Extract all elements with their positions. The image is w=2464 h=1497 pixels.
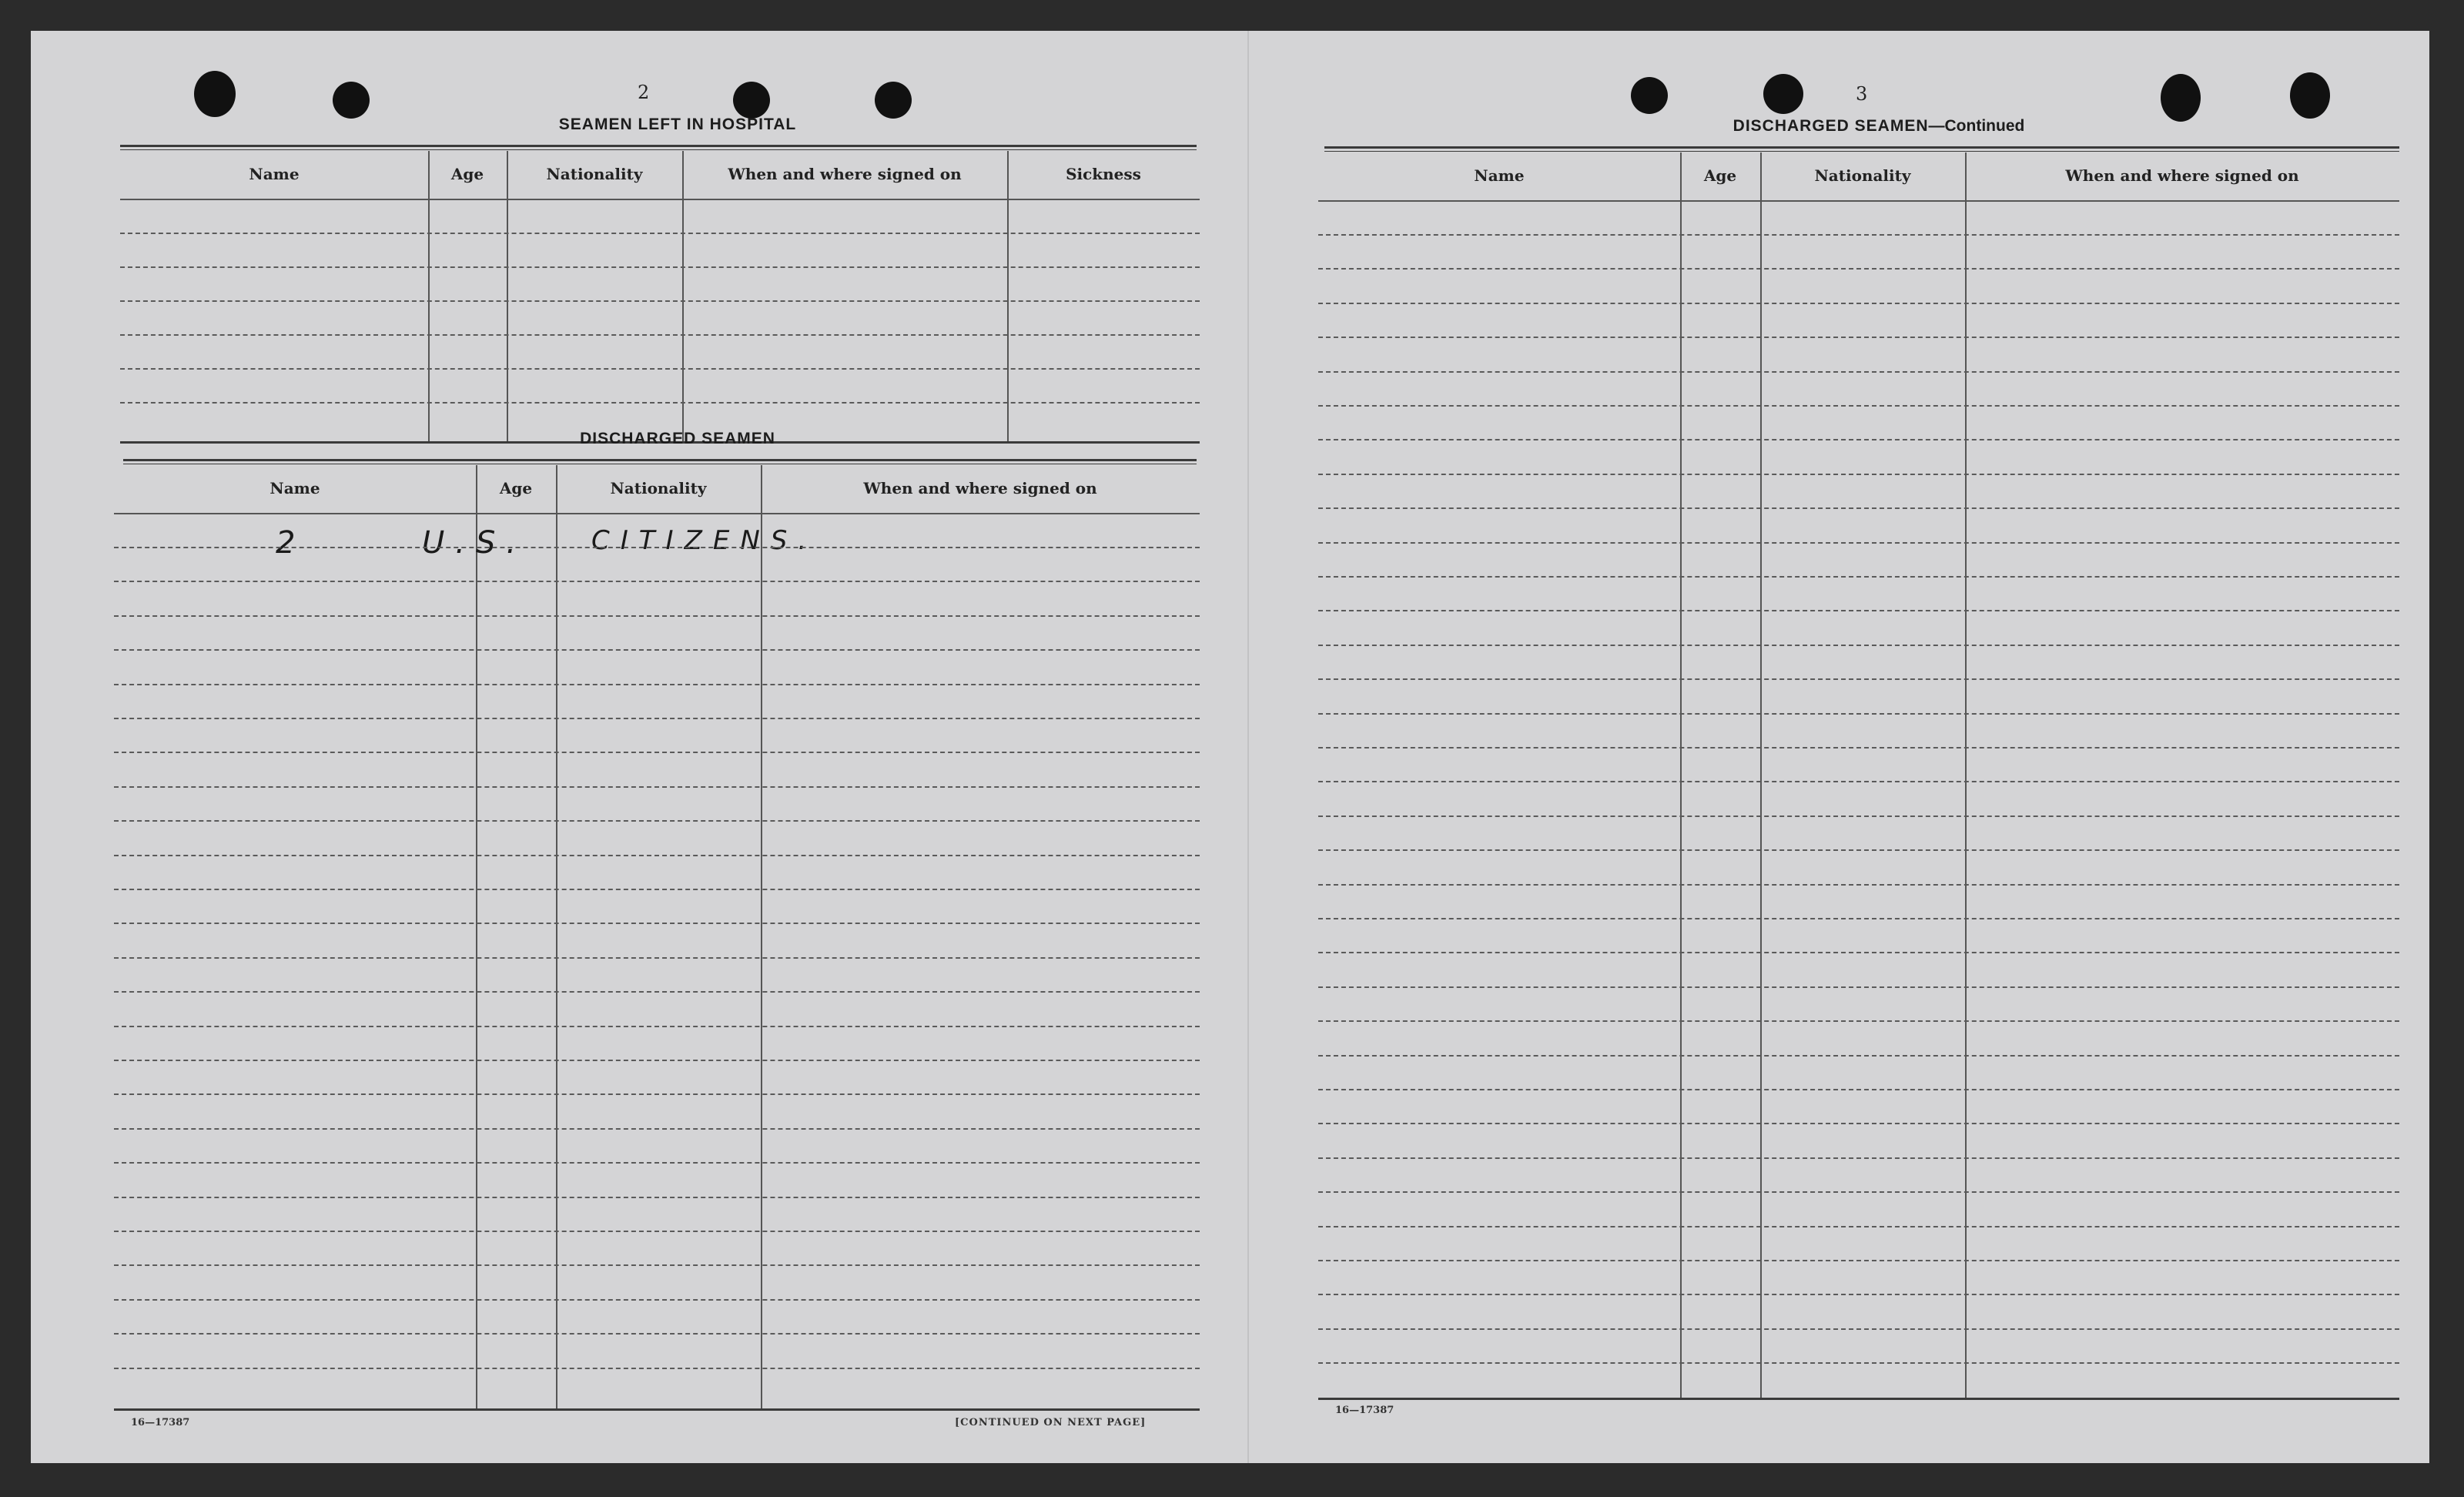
right-header-line bbox=[1318, 200, 2399, 202]
hospital-row-line bbox=[120, 233, 1200, 234]
table-row-line bbox=[114, 786, 1200, 788]
table-row-line bbox=[1318, 1191, 2399, 1193]
table-row-line bbox=[114, 1333, 1200, 1335]
table-row-line bbox=[114, 1162, 1200, 1164]
table-row-line bbox=[1318, 986, 2399, 988]
discharged-divider bbox=[556, 465, 557, 1411]
entry-name: 2 bbox=[276, 525, 306, 561]
entry-nationality: CITIZENS. bbox=[591, 525, 818, 556]
table-row-line bbox=[1318, 1157, 2399, 1159]
page-number-left: 2 bbox=[638, 82, 651, 103]
right-col-signed-on: When and where signed on bbox=[2065, 166, 2299, 185]
hospital-row-line bbox=[120, 368, 1200, 370]
table-row-line bbox=[1318, 507, 2399, 509]
hospital-header-line bbox=[120, 199, 1200, 200]
table-row-line bbox=[114, 1299, 1200, 1301]
table-row-line bbox=[114, 957, 1200, 959]
table-row-line bbox=[1318, 815, 2399, 817]
table-row-line bbox=[114, 1128, 1200, 1130]
punch-hole bbox=[1763, 74, 1803, 114]
right-title-main: DISCHARGED SEAMEN bbox=[1732, 117, 1929, 135]
discharged-right-bottom-line bbox=[1318, 1398, 2399, 1400]
table-row-line bbox=[114, 1368, 1200, 1369]
right-divider bbox=[1680, 152, 1682, 1400]
table-row-line bbox=[1318, 1089, 2399, 1090]
table-row-line bbox=[1318, 474, 2399, 475]
table-row-line bbox=[114, 1197, 1200, 1198]
table-row-line bbox=[114, 752, 1200, 753]
table-row-line bbox=[114, 615, 1200, 617]
table-row-line bbox=[1318, 849, 2399, 851]
table-row-line bbox=[1318, 405, 2399, 407]
right-title-rule bbox=[1324, 146, 2399, 152]
discharged-divider bbox=[761, 465, 762, 1411]
table-row-line bbox=[114, 923, 1200, 924]
right-title-suffix: —Continued bbox=[1928, 117, 2025, 135]
punch-hole bbox=[333, 82, 370, 119]
table-row-line bbox=[114, 991, 1200, 993]
right-col-age: Age bbox=[1703, 166, 1737, 185]
table-row-line bbox=[1318, 1123, 2399, 1124]
table-row-line bbox=[1318, 1362, 2399, 1364]
table-row-line bbox=[1318, 884, 2399, 886]
table-row-line bbox=[1318, 337, 2399, 338]
hospital-col-age: Age bbox=[450, 165, 484, 183]
table-row-line bbox=[1318, 1260, 2399, 1261]
punch-hole bbox=[2161, 74, 2201, 122]
discharged-col-signed-on: When and where signed on bbox=[863, 479, 1097, 497]
table-row-line bbox=[114, 1231, 1200, 1232]
discharged-header-line bbox=[114, 513, 1200, 514]
hospital-row-line bbox=[120, 334, 1200, 336]
hospital-section-title: SEAMEN LEFT IN HOSPITAL bbox=[558, 116, 797, 133]
discharged-col-age: Age bbox=[499, 479, 533, 497]
table-row-line bbox=[114, 1093, 1200, 1095]
continued-note: [CONTINUED ON NEXT PAGE] bbox=[955, 1417, 1147, 1428]
table-row-line bbox=[114, 718, 1200, 719]
table-row-line bbox=[114, 1026, 1200, 1027]
hospital-title-rule bbox=[120, 145, 1197, 150]
discharged-table-left bbox=[114, 465, 1200, 1411]
discharged-col-name: Name bbox=[270, 479, 320, 497]
table-row-line bbox=[1318, 234, 2399, 236]
discharged-title-rule bbox=[123, 459, 1197, 464]
center-fold bbox=[1247, 31, 1249, 1463]
hospital-divider bbox=[1007, 151, 1009, 444]
discharged-section-title: DISCHARGED SEAMEN bbox=[580, 430, 775, 447]
table-row-line bbox=[1318, 1226, 2399, 1227]
entry-age: U.S. bbox=[422, 525, 527, 561]
table-row-line bbox=[1318, 645, 2399, 646]
hospital-divider bbox=[507, 151, 508, 444]
table-row-line bbox=[1318, 781, 2399, 782]
right-divider bbox=[1760, 152, 1762, 1400]
table-row-line bbox=[1318, 576, 2399, 578]
table-row-line bbox=[114, 1060, 1200, 1061]
discharged-left-bottom-line bbox=[114, 1408, 1200, 1411]
hospital-col-nationality: Nationality bbox=[546, 165, 643, 183]
table-row-line bbox=[1318, 1294, 2399, 1295]
hospital-col-name: Name bbox=[249, 165, 300, 183]
hospital-row-line bbox=[120, 300, 1200, 302]
table-row-line bbox=[114, 820, 1200, 822]
table-row-line bbox=[114, 649, 1200, 651]
page-number-right: 3 bbox=[1856, 83, 1869, 105]
hospital-row-line bbox=[120, 402, 1200, 404]
discharged-divider bbox=[476, 465, 477, 1411]
right-col-name: Name bbox=[1474, 166, 1525, 185]
punch-hole bbox=[875, 82, 912, 119]
right-divider bbox=[1965, 152, 1967, 1400]
table-row-line bbox=[1318, 1328, 2399, 1330]
hospital-col-sickness: Sickness bbox=[1066, 165, 1141, 183]
table-row-line bbox=[114, 684, 1200, 685]
table-row-line bbox=[1318, 371, 2399, 373]
table-row-line bbox=[1318, 303, 2399, 304]
hospital-divider bbox=[428, 151, 430, 444]
punch-hole bbox=[733, 82, 770, 119]
right-section-title bbox=[1632, 117, 2125, 136]
hospital-col-signed-on: When and where signed on bbox=[728, 165, 962, 183]
hospital-table bbox=[120, 151, 1200, 444]
right-col-nationality: Nationality bbox=[1814, 166, 1911, 185]
table-row-line bbox=[1318, 713, 2399, 715]
table-row-line bbox=[114, 1264, 1200, 1266]
table-row-line bbox=[1318, 1020, 2399, 1022]
table-row-line bbox=[1318, 439, 2399, 440]
document-sheet bbox=[31, 31, 2429, 1463]
punch-hole bbox=[1631, 77, 1668, 114]
table-row-line bbox=[1318, 268, 2399, 270]
discharged-table-right bbox=[1318, 152, 2399, 1400]
hospital-row-line bbox=[120, 266, 1200, 268]
table-row-line bbox=[1318, 747, 2399, 748]
form-code-right: 16—17387 bbox=[1335, 1405, 1394, 1416]
hospital-divider bbox=[682, 151, 684, 444]
table-row-line bbox=[1318, 542, 2399, 544]
table-row-line bbox=[114, 855, 1200, 856]
form-code-left: 16—17387 bbox=[131, 1417, 190, 1428]
table-row-line bbox=[114, 581, 1200, 582]
punch-hole bbox=[194, 71, 236, 117]
table-row-line bbox=[1318, 678, 2399, 680]
table-row-line bbox=[114, 547, 1200, 548]
table-row-line bbox=[114, 889, 1200, 890]
punch-hole bbox=[2290, 72, 2330, 119]
discharged-col-nationality: Nationality bbox=[610, 479, 707, 497]
table-row-line bbox=[1318, 1055, 2399, 1057]
table-row-line bbox=[1318, 610, 2399, 611]
table-row-line bbox=[1318, 952, 2399, 953]
table-row-line bbox=[1318, 918, 2399, 919]
